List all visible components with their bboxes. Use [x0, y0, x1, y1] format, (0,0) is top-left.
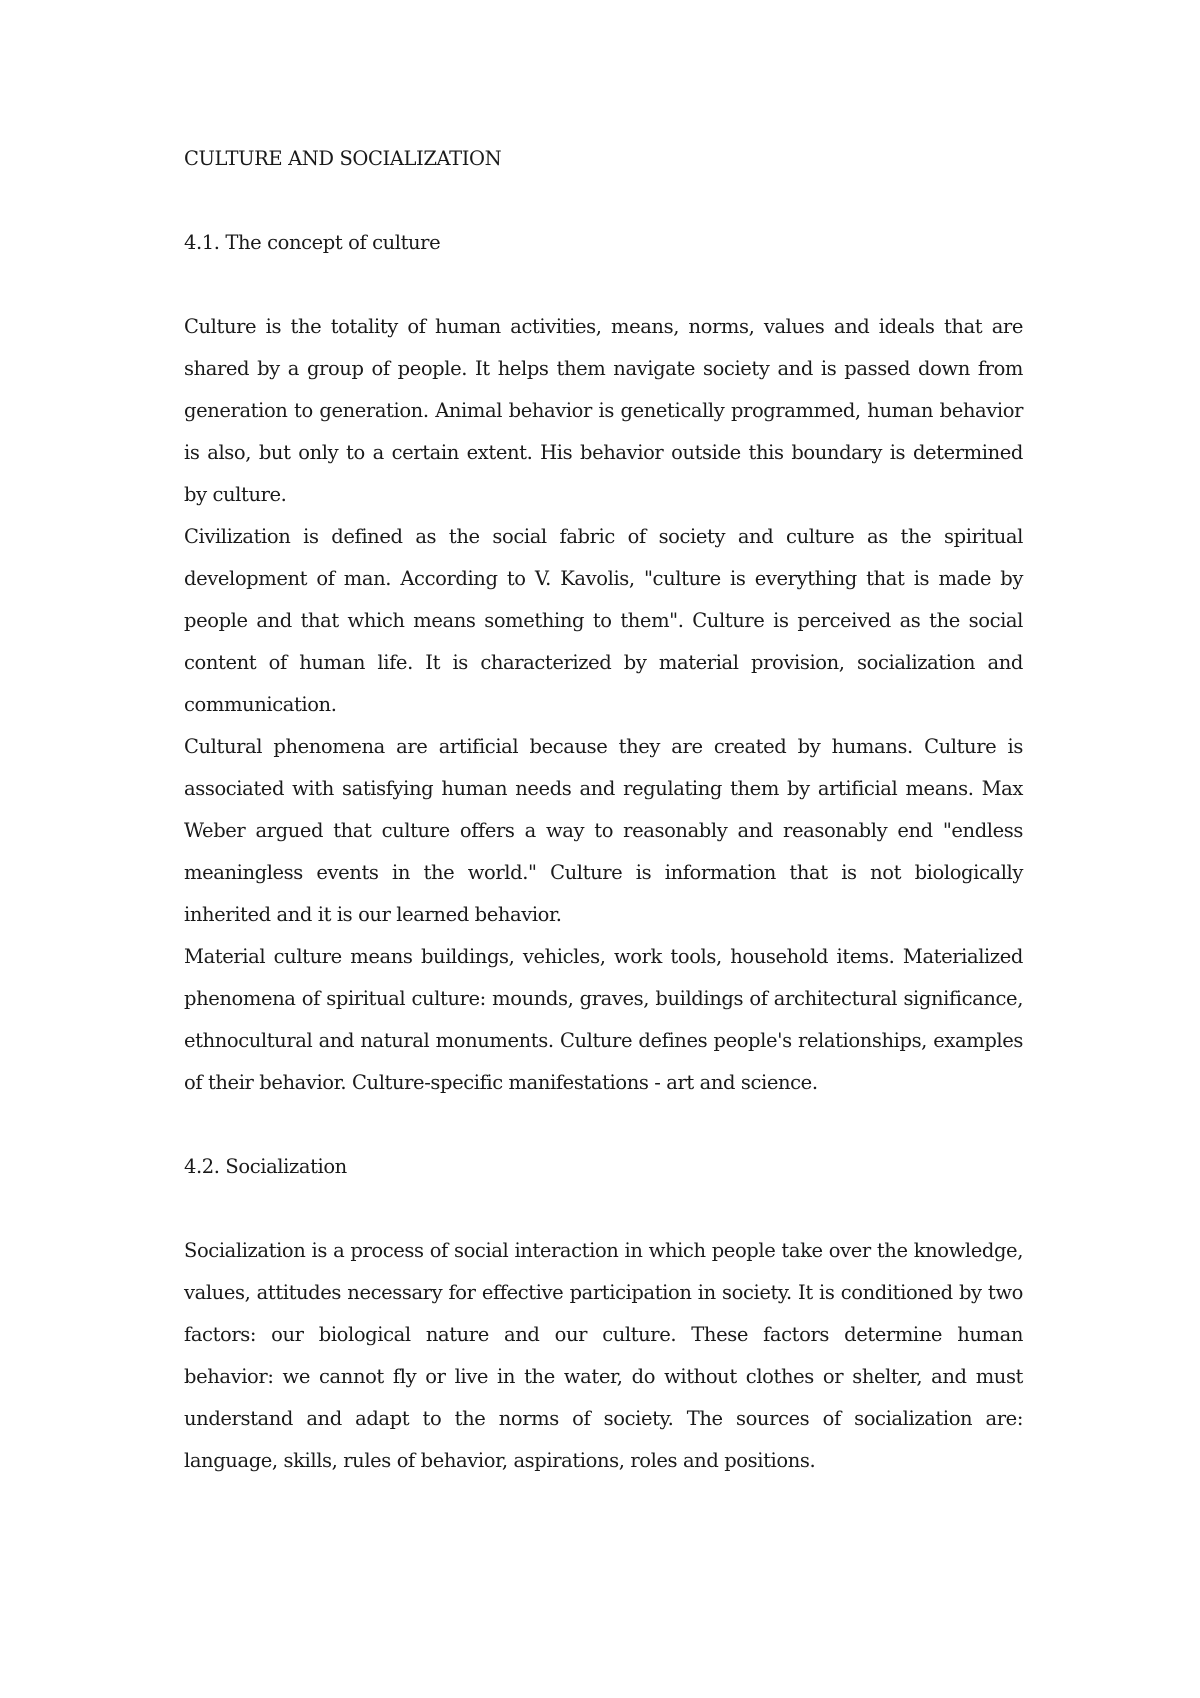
paragraph: Material culture means buildings, vehicles, work tools, household items. Materialized phenomena of spiritual culture: mounds, graves, buildings of architectural significance, ethnocultural and natural monuments. Culture defines people's relationships, examples of their behavior. Culture-specific manifestations - art and science. [184, 945, 1023, 1094]
section-socialization [184, 1146, 1023, 1482]
section-spacer [184, 1104, 1023, 1146]
paragraph: Socialization is a process of social interaction in which people take over the knowledge, values, attitudes necessary for effective participation in society. It is conditioned by two factors: our biological nature and our culture. These factors determine human behavior: we cannot fly or live in the water, do without clothes or shelter, and must understand and adapt to the norms of society. The sources of socialization are: language, skills, rules of behavior, aspirations, roles and positions. [184, 1239, 1023, 1472]
paragraph: Civilization is defined as the social fabric of society and culture as the spiritual development of man. According to V. Kavolis, "culture is everything that is made by people and that which means something to them". Culture is perceived as the social content of human life. It is characterized by material provision, socialization and communication. [184, 525, 1023, 716]
document-title: CULTURE AND SOCIALIZATION [184, 147, 502, 170]
section-concept-of-culture [184, 222, 1023, 1104]
section-heading: 4.2. Socialization [184, 1155, 347, 1178]
paragraph: Cultural phenomena are artificial because they are created by humans. Culture is associated with satisfying human needs and regulating them by artificial means. Max Weber argued that culture offers a way to reasonably and reasonably end "endless meaningless events in the world." Culture is information that is not biologically inherited and it is our learned behavior. [184, 735, 1023, 926]
document-body [184, 138, 1023, 1482]
paragraph: Culture is the totality of human activities, means, norms, values and ideals that are shared by a group of people. It helps them navigate society and is passed down from generation to generation. Animal behavior is genetically programmed, human behavior is also, but only to a certain extent. His behavior outside this boundary is determined by culture. [184, 315, 1023, 506]
section-heading: 4.1. The concept of culture [184, 231, 441, 254]
